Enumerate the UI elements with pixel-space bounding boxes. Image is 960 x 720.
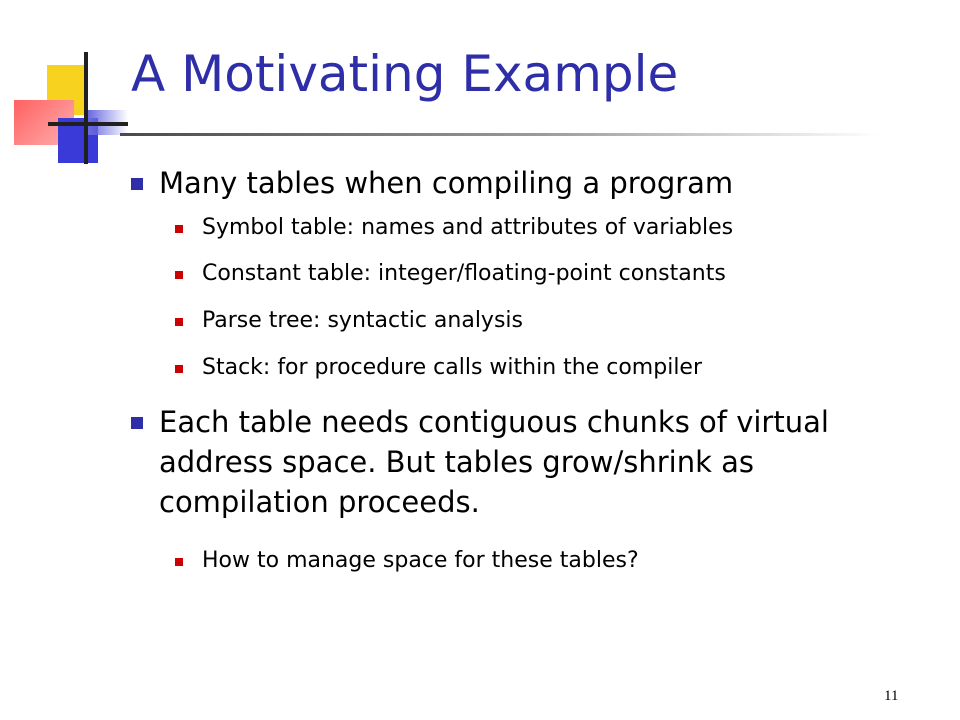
logo-vertical-line (84, 52, 88, 164)
sub-bullet-square-icon (175, 225, 183, 233)
slide-logo (0, 0, 140, 180)
bullet-square-icon (131, 417, 143, 429)
bullet-text: Each table needs contiguous chunks of virtual address space. But tables grow/shrink as compilation proceeds. (159, 405, 829, 519)
sub-bullet-text: Symbol table: names and attributes of variables (202, 215, 734, 240)
bullet-square-icon (131, 178, 143, 190)
page-number: 11 (884, 688, 899, 704)
bullet-text: Many tables when compiling a program (159, 166, 734, 200)
sub-bullet-square-icon (175, 271, 183, 279)
title-divider (120, 133, 880, 136)
sub-bullet-text: Constant table: integer/floating-point constants (202, 261, 726, 286)
logo-horizontal-line (48, 122, 128, 126)
slide-title: A Motivating Example (131, 45, 679, 103)
sub-bullet-square-icon (175, 318, 183, 326)
sub-bullet-square-icon (175, 558, 183, 566)
sub-bullet-square-icon (175, 365, 183, 373)
sub-bullet-text: Parse tree: syntactic analysis (202, 308, 523, 333)
sub-bullet-text: How to manage space for these tables? (202, 548, 639, 573)
sub-bullet-text: Stack: for procedure calls within the compiler (202, 355, 703, 380)
